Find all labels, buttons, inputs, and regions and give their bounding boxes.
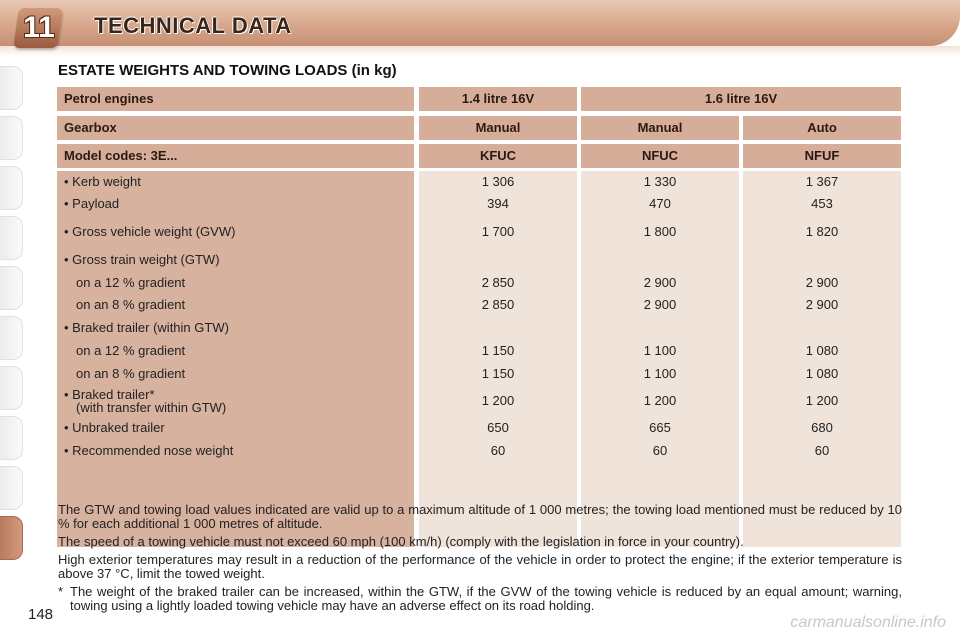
code-c2: NFUC (581, 144, 739, 168)
row-label: on an 8 % gradient (76, 366, 186, 381)
row-label: • Gross train weight (GTW) (64, 252, 220, 267)
code-c1: KFUC (419, 144, 577, 168)
cell: 1 367 (805, 174, 839, 189)
cell: 1 200 (643, 393, 677, 408)
row-label: • Kerb weight (64, 174, 141, 189)
code-c3: NFUF (743, 144, 901, 168)
cell: 2 900 (805, 297, 839, 312)
cell: 2 900 (805, 275, 839, 290)
section-title: ESTATE WEIGHTS AND TOWING LOADS (in kg) (58, 62, 397, 79)
side-tab-3[interactable] (0, 166, 23, 210)
row-label: • Braked trailer (within GTW) (64, 320, 229, 335)
cell: 60 (652, 443, 668, 458)
note-altitude: The GTW and towing load values indicated are valid up to a maximum altitude of 1 000 metres; the towing load mentioned must be reduced by 10 % for each additional 1 000 metres of altitude. (58, 502, 902, 531)
row-label-sub: (with transfer within GTW) (76, 400, 227, 415)
cell: 1 330 (643, 174, 677, 189)
side-tab-1[interactable] (0, 66, 23, 110)
page-number: 148 (28, 606, 54, 623)
cell: 2 850 (481, 297, 515, 312)
cell: 470 (649, 196, 671, 211)
cell: 453 (811, 196, 833, 211)
page-title: TECHNICAL DATA (94, 13, 292, 38)
gearbox-label: Gearbox (57, 116, 414, 140)
cell: 665 (649, 420, 671, 435)
gearbox-c2: Manual (581, 116, 739, 140)
gearbox-c3: Auto (743, 116, 901, 140)
side-tab-7[interactable] (0, 366, 23, 410)
note-temperature: High exterior temperatures may result in a reduction of the performance of the vehicle in order to protect the engine; if the exterior temperature is above 37 °C, limit the towed weight. (58, 552, 902, 581)
side-tab-2[interactable] (0, 116, 23, 160)
cell: 1 800 (643, 224, 677, 239)
notes (58, 503, 902, 613)
footnote-text: The weight of the braked trailer can be increased, within the GTW, if the GVW of the towing vehicle is reduced by an equal amount; warning, towing using a lightly loaded towing vehicle may have an adverse effect on its road holding. (70, 584, 902, 613)
cell: 394 (487, 196, 509, 211)
header-row-codes (57, 144, 901, 168)
side-tab-5[interactable] (0, 266, 23, 310)
cell: 1 150 (481, 366, 515, 381)
cell: 1 150 (481, 343, 515, 358)
cell: 1 700 (481, 224, 515, 239)
engines-label: Petrol engines (57, 87, 414, 111)
footnote (58, 585, 902, 613)
side-tab-4[interactable] (0, 216, 23, 260)
side-tab-active[interactable] (0, 516, 23, 560)
cell: 1 200 (805, 393, 839, 408)
gearbox-c1: Manual (419, 116, 577, 140)
row-label: • Payload (64, 196, 120, 211)
watermark: carmanualsonline.info (790, 614, 946, 631)
header-row-engines (57, 87, 901, 111)
cell: 1 100 (643, 366, 677, 381)
cell: 1 200 (481, 393, 515, 408)
cell: 680 (811, 420, 833, 435)
side-tab-6[interactable] (0, 316, 23, 360)
cell: 1 100 (643, 343, 677, 358)
note-speed: The speed of a towing vehicle must not exceed 60 mph (100 km/h) (comply with the legislation in force in your country). (58, 534, 744, 549)
side-chapter-tabs (0, 66, 26, 566)
chapter-number: 11 (23, 11, 55, 44)
cell: 1 306 (481, 174, 515, 189)
row-label: on an 8 % gradient (76, 297, 186, 312)
footnote-mark: * (58, 584, 64, 599)
codes-label: Model codes: 3E... (57, 144, 414, 168)
row-label: • Unbraked trailer (64, 420, 165, 435)
row-label: • Gross vehicle weight (GVW) (64, 224, 236, 239)
row-label: • Braked trailer* (64, 387, 155, 402)
cell: 2 900 (643, 297, 677, 312)
header-row-gearbox (57, 116, 901, 140)
row-label: on a 12 % gradient (76, 275, 186, 290)
cell: 60 (814, 443, 830, 458)
engine-1-6: 1.6 litre 16V (581, 87, 901, 111)
row-label: • Recommended nose weight (64, 443, 234, 458)
cell: 60 (490, 443, 506, 458)
cell: 2 850 (481, 275, 515, 290)
engine-1-4: 1.4 litre 16V (419, 87, 577, 111)
header-fade (0, 46, 960, 56)
side-tab-8[interactable] (0, 416, 23, 460)
cell: 1 080 (805, 366, 839, 381)
cell: 650 (487, 420, 509, 435)
side-tab-9[interactable] (0, 466, 23, 510)
cell: 1 820 (805, 224, 839, 239)
cell: 2 900 (643, 275, 677, 290)
cell: 1 080 (805, 343, 839, 358)
row-label: on a 12 % gradient (76, 343, 186, 358)
